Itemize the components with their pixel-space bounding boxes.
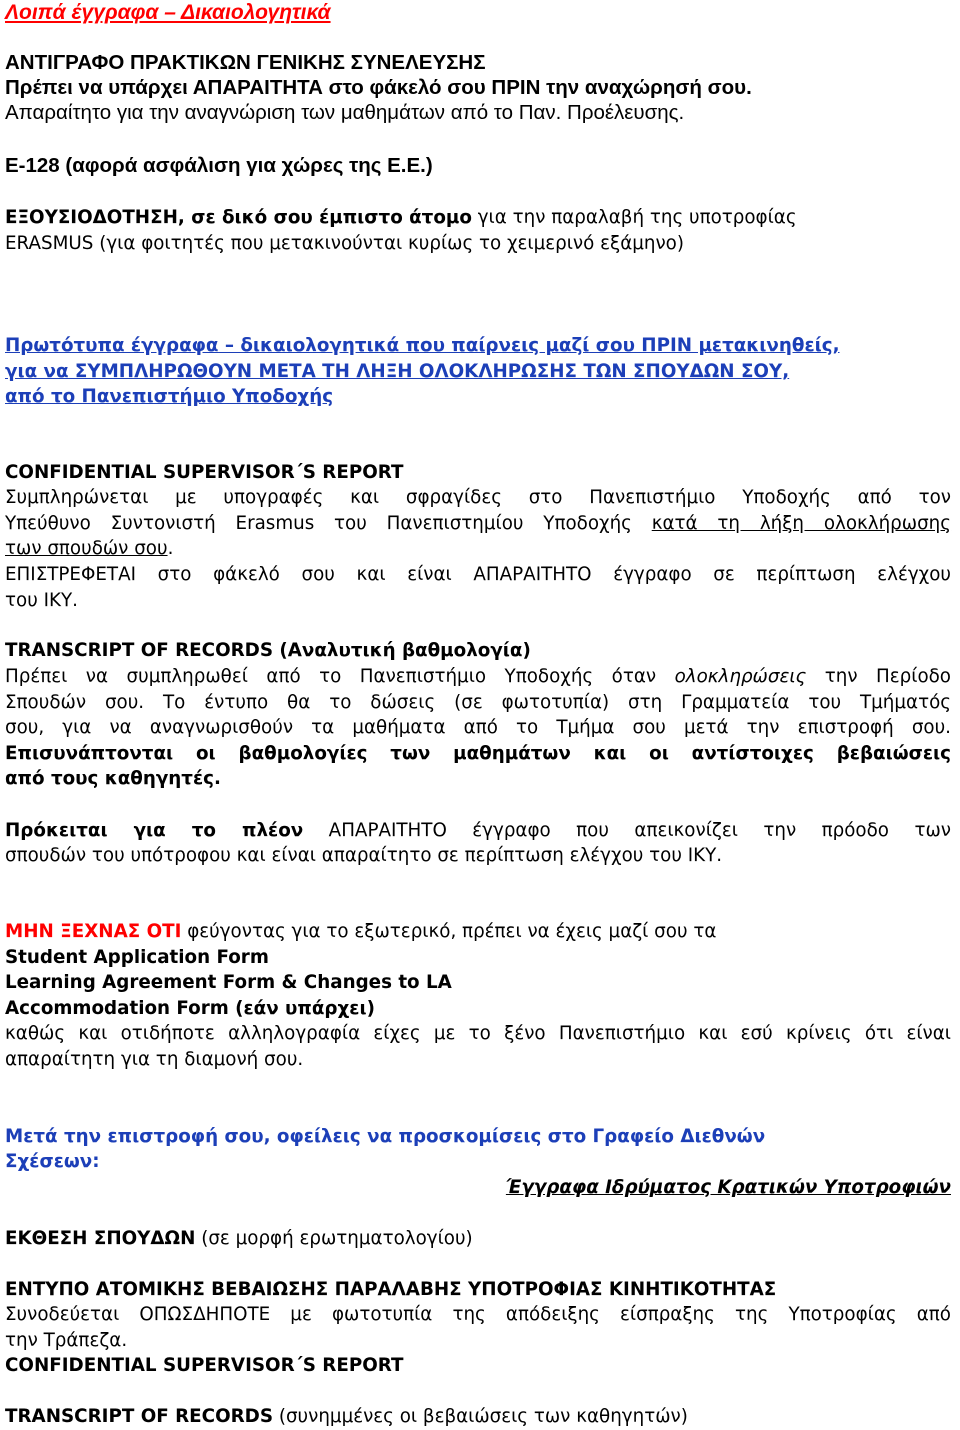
grant-receipt-line2: την Τράπεζα. (5, 1330, 128, 1351)
transcript-line2: Σπουδών σου. Το έντυπο θα το δώσεις (σε φωτοτυπία) στη Γραμματεία του Τμήματός (5, 692, 951, 713)
grant-receipt-line1: Συνοδεύεται ΟΠΩΣΔΗΠΟΤΕ με φωτοτυπία της απόδειξης είσπραξης της Υποτροφίας από (5, 1304, 951, 1325)
study-report-line (5, 1226, 473, 1252)
grant-receipt-heading: ΕΝΤΥΠΟ ΑΤΟΜΙΚΗΣ ΒΕΒΑΙΩΣΗΣ ΠΑΡΑΛΑΒΗΣ ΥΠΟΤΡΟΦΙΑΣ ΚΙΝΗΤΙΚΟΤΗΤΑΣ (5, 1279, 777, 1300)
return-transcript-bold: TRANSCRIPT OF RECORDS (5, 1406, 274, 1427)
confidential-line2-text: Υπεύθυνο Συντονιστή Erasmus του Πανεπιστημίου Υποδοχής (5, 513, 652, 534)
reminder-red: ΜΗΝ ΞΕΧΝΑΣ ΟΤΙ (5, 921, 182, 942)
confidential-line4: ΕΠΙΣΤΡΕΦΕΤΑΙ στο φάκελό σου και είναι ΑΠΑΡΑΙΤΗΤΟ έγγραφο σε περίπτωση ελέγχου (5, 564, 951, 585)
transcript-heading: TRANSCRIPT OF RECORDS (Αναλυτική βαθμολογία) (5, 640, 531, 661)
return-transcript-rest: (συνημμένες οι βεβαιώσεις των καθηγητών) (273, 1406, 688, 1427)
authorization-line (5, 205, 797, 231)
confidential-line1: Συμπληρώνεται με υπογραφές και σφραγίδες στο Πανεπιστήμιο Υποδοχής από τον (5, 487, 951, 508)
form-learning-agreement: Learning Agreement Form & Changes to LA (5, 972, 452, 993)
authorization-bold: ΕΞΟΥΣΙΟΔΟΤΗΣΗ, σε δικό σου έμπιστο άτομο (5, 207, 472, 228)
minutes-requirement: Πρέπει να υπάρχει ΑΠΑΡΑΙΤΗΤΑ στο φάκελό σου ΠΡΙΝ την αναχώρησή σου. (5, 76, 752, 99)
erasmus-line: ERASMUS (για φοιτητές που μετακινούνται κυρίως το χειμερινό εξάμηνο) (5, 233, 684, 254)
form-accommodation: Accommodation Form (εάν υπάρχει) (5, 998, 375, 1019)
return-confidential-report: CONFIDENTIAL SUPERVISOR΄S REPORT (5, 1355, 404, 1376)
transcript-line1 (5, 664, 951, 690)
transcript-line6 (5, 818, 951, 844)
confidential-heading: CONFIDENTIAL SUPERVISOR΄S REPORT (5, 462, 404, 483)
form-student-application: Student Application Form (5, 947, 269, 968)
originals-heading-line1: Πρωτότυπα έγγραφα – δικαιολογητικά που παίρνεις μαζί σου ΠΡΙΝ μετακινηθείς, (5, 335, 840, 356)
transcript-line1-italic: ολοκληρώσεις (674, 666, 807, 687)
transcript-line1-a: Πρέπει να συμπληρωθεί από το Πανεπιστήμιο Υποδοχής όταν (5, 666, 675, 687)
transcript-line5: από τους καθηγητές. (5, 768, 221, 789)
confidential-line2 (5, 511, 951, 537)
return-transcript-line (5, 1404, 688, 1430)
authorization-rest: για την παραλαβή της υποτροφίας (471, 207, 797, 228)
reminder-line2: καθώς και οτιδήποτε αλληλογραφία είχες με το ξένο Πανεπιστήμιο και εσύ κρίνεις ότι είναι (5, 1023, 951, 1044)
study-report-bold: ΕΚΘΕΣΗ ΣΠΟΥΔΩΝ (5, 1228, 196, 1249)
transcript-line6-bold: Πρόκειται για το πλέον (5, 820, 304, 841)
return-heading-line2: Σχέσεων: (5, 1151, 100, 1172)
reminder-line3: απαραίτητη για τη διαμονή σου. (5, 1049, 304, 1070)
minutes-purpose: Απαραίτητο για την αναγνώριση των μαθημάτων από το Παν. Προέλευσης. (5, 101, 685, 124)
minutes-copy-heading: ΑΝΤΙΓΡΑΦΟ ΠΡΑΚΤΙΚΩΝ ΓΕΝΙΚΗΣ ΣΥΝΕΛΕΥΣΗΣ (5, 51, 486, 74)
transcript-line7: σπουδών του υπότροφου και είναι απαραίτητο σε περίπτωση ελέγχου του ΙΚΥ. (5, 845, 723, 866)
iky-documents-subhead: Έγγραφα Ιδρύματος Κρατικών Υποτροφιών (505, 1177, 951, 1198)
originals-heading-line3: από το Πανεπιστήμιο Υποδοχής (5, 386, 334, 407)
transcript-line4: Επισυνάπτονται οι βαθμολογίες των μαθημάτων και οι αντίστοιχες βεβαιώσεις (5, 743, 951, 764)
transcript-line6-rest: ΑΠΑΡΑΙΤΗΤΟ έγγραφο που απεικονίζει την πρόοδο των (303, 820, 951, 841)
e128-line: Ε-128 (αφορά ασφάλιση για χώρες της Ε.Ε.) (5, 154, 433, 177)
transcript-line1-c: την Περίοδο (806, 666, 951, 687)
confidential-line3-period: . (167, 538, 174, 559)
return-heading-line1: Μετά την επιστροφή σου, οφείλεις να προσκομίσεις στο Γραφείο Διεθνών (5, 1126, 766, 1147)
study-report-rest: (σε μορφή ερωτηματολογίου) (195, 1228, 473, 1249)
originals-heading-line2: για να ΣΥΜΠΛΗΡΩΘΟΥΝ ΜΕΤΑ ΤΗ ΛΗΞΗ ΟΛΟΚΛΗΡΩΣΗΣ ΤΩΝ ΣΠΟΥΔΩΝ ΣΟΥ, (5, 361, 790, 382)
page-title: Λοιπά έγγραφα – Δικαιολογητικά (5, 1, 331, 24)
confidential-line5: του ΙΚΥ. (5, 590, 78, 611)
reminder-rest: φεύγοντας για το εξωτερικό, πρέπει να έχεις μαζί σου τα (181, 921, 717, 942)
transcript-line3: σου, για να αναγνωρισθούν τα μαθήματα από το Τμήμα σου μετά την επιστροφή σου. (5, 717, 951, 738)
confidential-line3-underlined: των σπουδών σου (5, 538, 168, 559)
reminder-line (5, 919, 716, 945)
confidential-line3 (5, 536, 173, 562)
confidential-line2-underlined: κατά τη λήξη ολοκλήρωσης (651, 513, 952, 534)
